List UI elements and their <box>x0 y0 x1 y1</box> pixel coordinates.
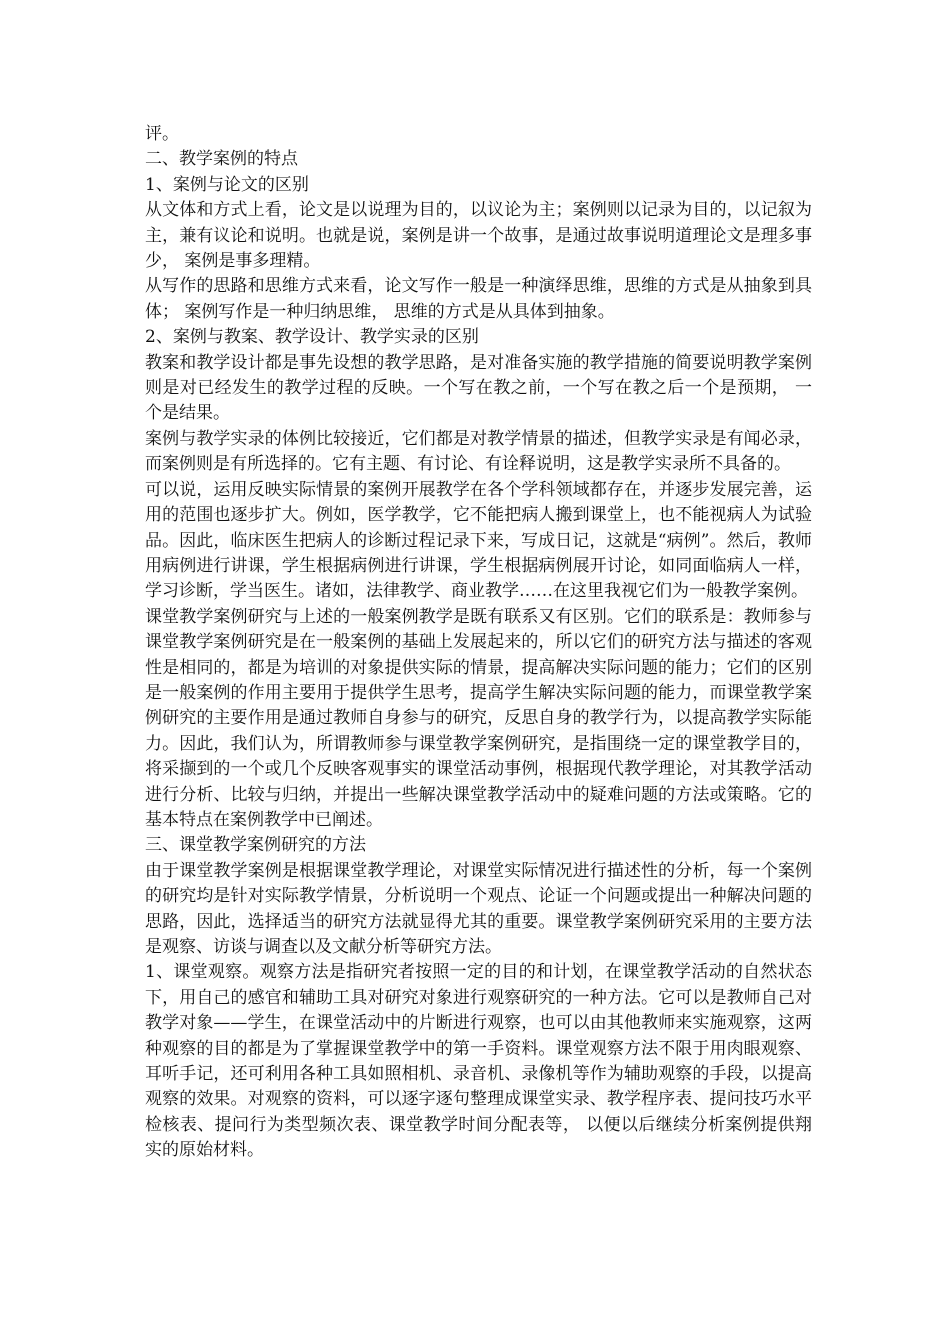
paragraph: 从文体和方式上看，论文是以说理为目的，以议论为主；案例则以记录为目的，以记叙为主，兼有议论和说明。也就是说，案例是讲一个故事，是通过故事说明道理论文是理多事少， 案例是事多理精。 <box>145 200 812 272</box>
paragraph: 从写作的思路和思维方式来看，论文写作一般是一种演绎思维，思维的方式是从抽象到具体； 案例写作是一种归纳思维， 思维的方式是从具体到抽象。 <box>145 276 812 322</box>
paragraph: 教案和教学设计都是事先设想的教学思路，是对准备实施的教学措施的简要说明教学案例则是对已经发生的教学过程的反映。一个写在教之前，一个写在教之后一个是预期， 一个是结果。 <box>145 352 812 424</box>
document-body <box>145 122 812 1164</box>
paragraph: 1、课堂观察。观察方法是指研究者按照一定的目的和计划，在课堂教学活动的自然状态下，用自己的感官和辅助工具对研究对象进行观察研究的一种方法。它可以是教师自己对教学对象——学生，在课堂活动中的片断进行观察，也可以由其他教师来实施观察，这两种观察的目的都是为了掌握课堂教学中的第一手资料。课堂观察方法不限于用肉眼观察、耳听手记，还可利用各种工具如照相机、录音机、录像机等作为辅助观察的手段，以提高观察的效果。对观察的资料，可以逐字逐句整理成课堂实录、教学程序表、提问技巧水平检核表、提问行为类型频次表、课堂教学时间分配表等， 以便以后继续分析案例提供翔实的原始材料。 <box>145 962 812 1161</box>
paragraph-continuation: 评。 <box>145 124 179 144</box>
paragraph: 可以说，运用反映实际情景的案例开展教学在各个学科领域都存在，并逐步发展完善，运用的范围也逐步扩大。例如，医学教学，它不能把病人搬到课堂上，也不能视病人为试验品。因此，临床医生把病人的诊断过程记录下来，写成日记，这就是“病例”。然后，教师用病例进行讲课，学生根据病例进行讲课，学生根据病例展开讨论，如同面临病人一样，学习诊断，学当医生。诸如，法律教学、商业教学……在这里我视它们为一般教学案例。 <box>145 479 812 602</box>
section-heading-3: 三、课堂教学案例研究的方法 <box>145 835 366 856</box>
subheading-2-2: 2、案例与教案、教学设计、教学实录的区别 <box>145 327 479 348</box>
paragraph: 案例与教学实录的体例比较接近，它们都是对教学情景的描述，但教学实录是有闻必录，而案例则是有所选择的。它有主题、有讨论、有诠释说明，这是教学实录所不具备的。 <box>145 428 812 475</box>
paragraph: 课堂教学案例研究与上述的一般案例教学是既有联系又有区别。它们的联系是：教师参与课堂教学案例研究是在一般案例的基础上发展起来的，所以它们的研究方法与描述的客观性是相同的，都是为培训的对象提供实际的情景，提高解决实际问题的能力；它们的区别是一般案例的作用主要用于提供学生思考，提高学生解决实际问题的能力，而课堂教学案例研究的主要作用是通过教师自身参与的研究，反思自身的教学行为，以提高教学实际能力。因此，我们认为，所谓教师参与课堂教学案例研究，是指围绕一定的课堂教学目的，将采撷到的一个或几个反映客观事实的课堂活动事例，根据现代教学理论，对其教学活动进行分析、比较与归纳，并提出一些解决课堂教学活动中的疑难问题的方法或策略。它的基本特点在案例教学中已阐述。 <box>145 606 812 830</box>
subheading-2-1: 1、案例与论文的区别 <box>145 174 309 195</box>
section-heading-2: 二、教学案例的特点 <box>145 149 298 170</box>
paragraph: 由于课堂教学案例是根据课堂教学理论，对课堂实际情况进行描述性的分析，每一个案例的研究均是针对实际教学情景，分析说明一个观点、论证一个问题或提出一种解决问题的思路，因此，选择适当的研究方法就显得尤其的重要。课堂教学案例研究采用的主要方法是观察、访谈与调查以及文献分析等研究方法。 <box>145 860 812 957</box>
